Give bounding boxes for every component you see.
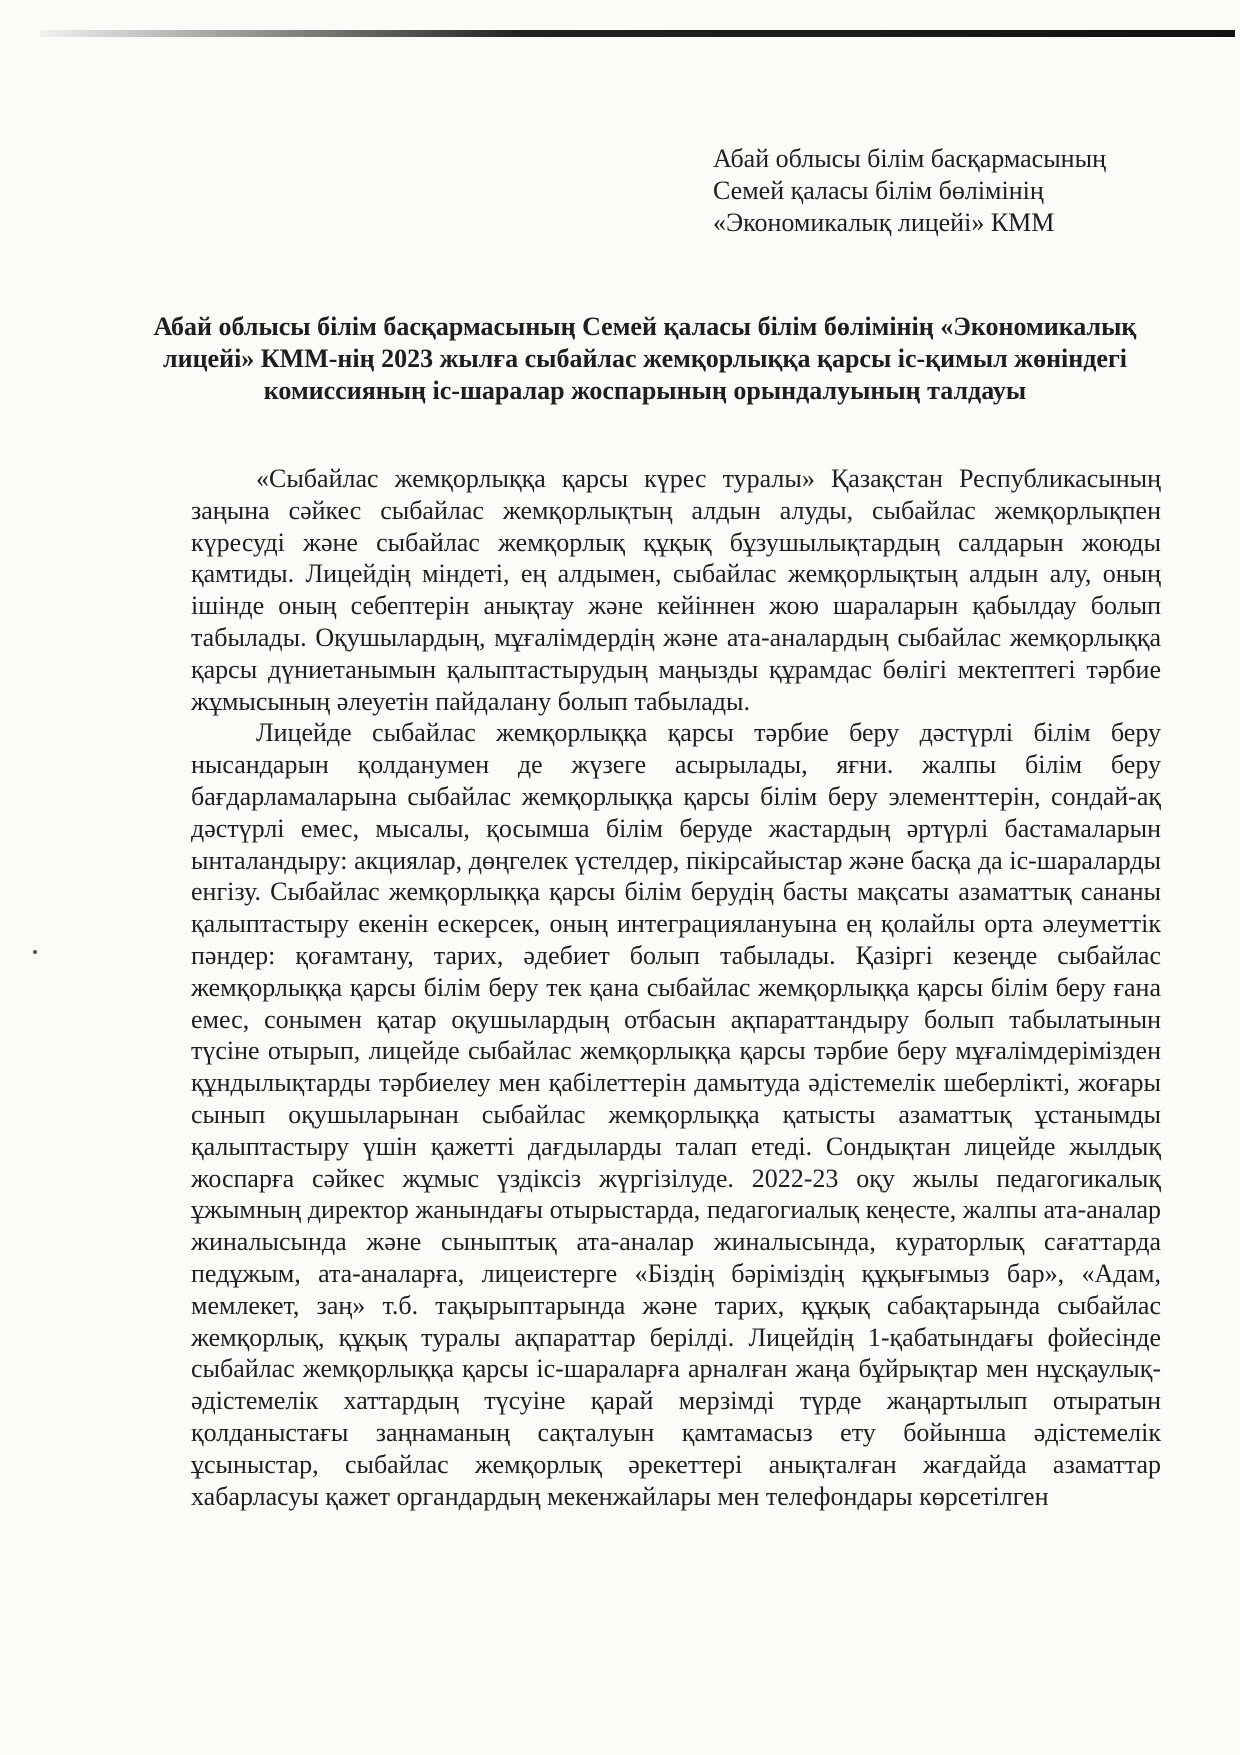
addressee-block xyxy=(713,143,1153,239)
addressee-line-2: Семей қаласы білім бөлімінің xyxy=(713,176,1044,205)
scan-speck xyxy=(33,950,37,954)
scan-edge-shadow xyxy=(40,30,1235,37)
addressee-line-3: «Экономикалық лицейі» КММ xyxy=(713,208,1055,237)
document-title: Абай облысы білім басқармасының Семей қаласы білім бөлімінің «Экономикалық лицейі» КММ-нің 2023 жылға сыбайлас жемқорлыққа қарсы іс-қимыл жөніндегі комиссияның іс-шаралар жоспарының орындалуының талдауы xyxy=(153,312,1137,405)
body-paragraph-1: «Сыбайлас жемқорлыққа қарсы күрес туралы» Қазақстан Республикасының заңына сәйкес сыбайлас жемқорлықтың алдын алуды, сыбайлас жемқорлықпен күресуді және сыбайлас жемқорлық құқық бұзушылықтардың салдарын жоюды қамтиды. Лицейдің міндеті, ең алдымен, сыбайлас жемқорлықтың алдын алу, оның ішінде оның себептерін анықтау және кейіннен жою шараларын қабылдау болып табылады. Оқушылардың, мұғалімдердің және ата-аналардың сыбайлас жемқорлыққа қарсы дүниетанымын қалыптастырудың маңызды құрамдас бөлігі мектептегі тәрбие жұмысының әлеуетін пайдалану болып табылады. xyxy=(191,464,1161,716)
body-paragraph-2: Лицейде сыбайлас жемқорлыққа қарсы тәрбие беру дәстүрлі білім беру нысандарын қолданумен де жүзеге асырылады, яғни. жалпы білім беру бағдарламаларына сыбайлас жемқорлыққа қарсы білім беру элементтерін, сондай-ақ дәстүрлі емес, мысалы, қосымша білім беруде жастардың әртүрлі бастамаларын ынталандыру: акциялар, дөңгелек үстелдер, пікірсайыстар және басқа да іс-шараларды енгізу. Сыбайлас жемқорлыққа қарсы білім берудің басты мақсаты азаматтық сананы қалыптастыру екенін ескерсек, оның интеграциялануына ең қолайлы орта әлеуметтік пәндер: қоғамтану, тарих, әдебиет болып табылады. Қазіргі кезеңде сыбайлас жемқорлыққа қарсы білім беру тек қана сыбайлас жемқорлыққа қарсы білім беру ғана емес, сонымен қатар оқушылардың отбасын ақпараттандыру болып табылатынын түсіне отырып, лицейде сыбайлас жемқорлыққа қарсы тәрбие беру мұғалімдерімізден құндылықтарды тәрбиелеу мен қабілеттерін дамытуда әдістемелік шеберлікті, жоғары сынып оқушыларынан сыбайлас жемқорлыққа қатысты азаматтық ұстанымды қалыптастыру үшін қажетті дағдыларды талап етеді. Сондықтан лицейде жылдық жоспарға сәйкес жұмыс үздіксіз жүргізілуде. 2022-23 оқу жылы педагогикалық ұжымның директор жанындағы отырыстарда, педагогиалық кеңесте, жалпы ата-аналар жиналысында және сыныптық ата-аналар жиналысында, кураторлық сағаттарда педұжым, ата-аналарға, лицеистерге «Біздің бәріміздің құқығымыз бар», «Адам, мемлекет, заң» т.б. тақырыптарында және тарих, құқық сабақтарында сыбайлас жемқорлық, құқық туралы ақпараттар берілді. Лицейдің 1-қабатындағы фойесінде сыбайлас жемқорлыққа қарсы іс-шараларға арналған жаңа бұйрықтар мен нұсқаулық-әдістемелік хаттардың түсуіне қарай мерзімді түрде жаңартылып отыратын қолданыстағы заңнаманың сақталуын қамтамасыз ету бойынша әдістемелік ұсыныстар, сыбайлас жемқорлық әрекеттері анықталған жағдайда азаматтар хабарласуы қажет органдардың мекенжайлары мен телефондары көрсетілген xyxy=(191,718,1161,1511)
document-body xyxy=(191,463,1161,1512)
addressee-line-1: Абай облысы білім басқармасының xyxy=(713,144,1106,173)
